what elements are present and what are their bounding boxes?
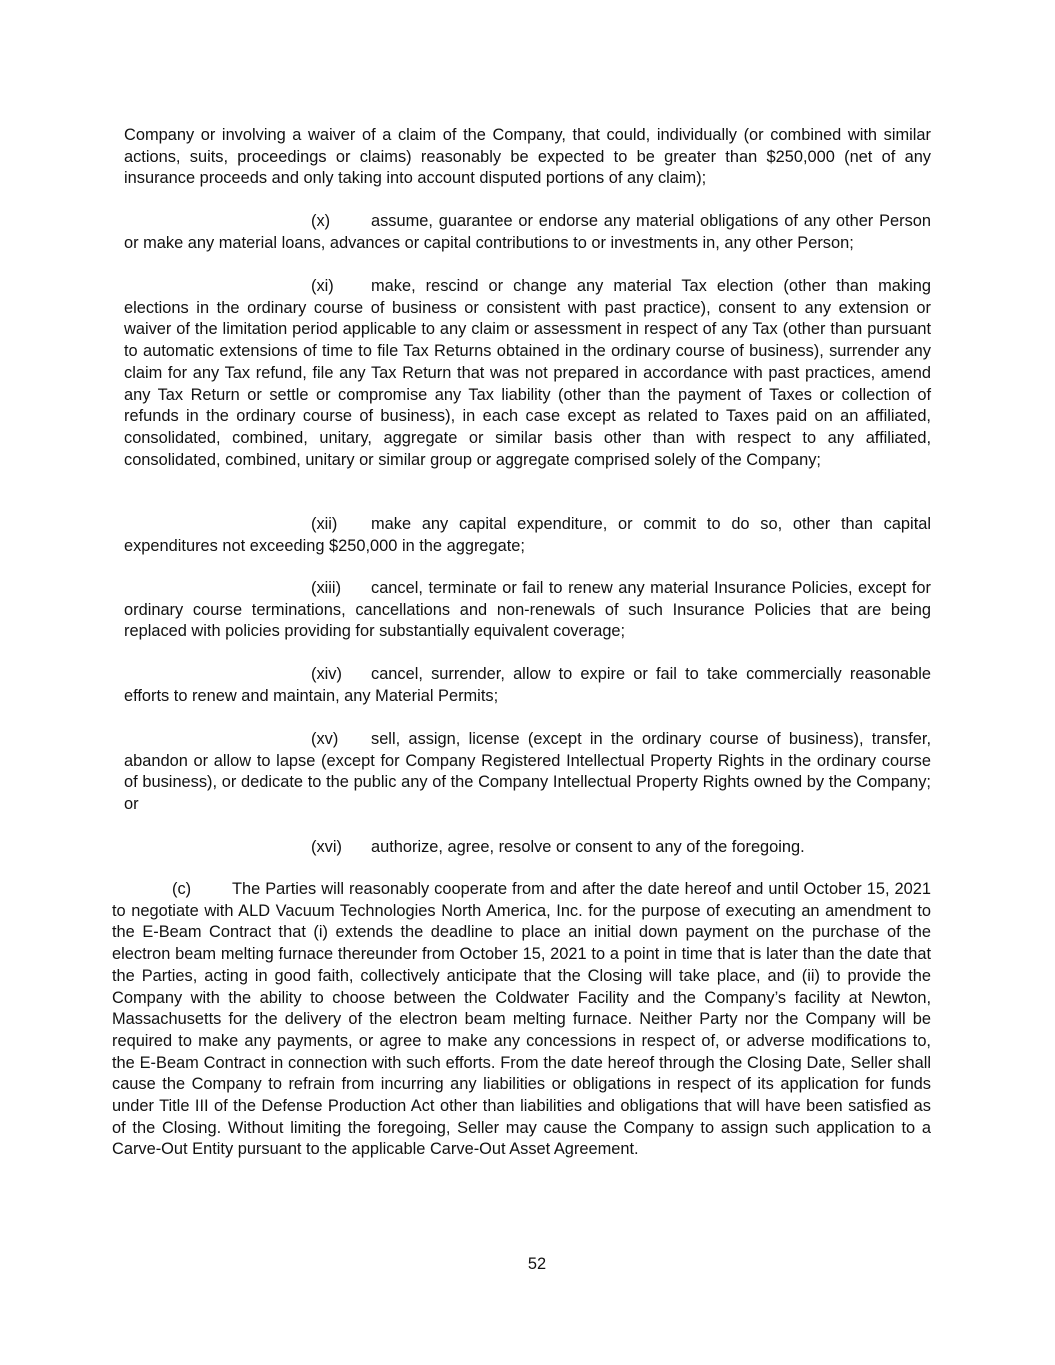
item-text: cancel, surrender, allow to expire or fail to take commercially reasonable efforts to renew and maintain, any Material Permits;: [124, 665, 931, 705]
list-item-x: [124, 211, 931, 254]
paragraph-text: The Parties will reasonably cooperate from and after the date hereof and until October 15, 2021 to negotiate with ALD Vacuum Technologies North America, Inc. for the purpose of executing an amendment to the E-Beam Contract that (i) extends the deadline to place an initial down payment on the purchase of the electron beam melting furnace thereunder from October 15, 2021 to a point in time that is later than the date that the Parties, acting in good faith, collectively anticipate that the Closing will take place, and (ii) to provide the Company with the ability to choose between the Coldwater Facility and the Company’s facility at Newton, Massachusetts for the delivery of the electron beam melting furnace. Neither Party nor the Company will be required to make any payments, or agree to make any concessions in respect of, or adverse modifications to, the E-Beam Contract in connection with such efforts. From the date hereof through the Closing Date, Seller shall cause the Company to refrain from incurring any liabilities or obligations in respect of its application for funds under Title III of the Defense Production Act other than liabilities and obligations that will have been satisfied as of the Closing. Without limiting the foregoing, Seller may cause the Company to assign such application to a Carve-Out Entity pursuant to the applicable Carve-Out Asset Agreement.: [112, 880, 931, 1159]
item-text: cancel, terminate or fail to renew any material Insurance Policies, except for ordinary course terminations, cancellations and non-renewals of such Insurance Policies that are being replaced with policies providing for substantially equivalent coverage;: [124, 579, 931, 641]
item-number: (x): [311, 212, 331, 230]
item-text: make any capital expenditure, or commit to do so, other than capital expenditures not exceeding $250,000 in the aggregate;: [124, 515, 931, 555]
item-number: (xv): [311, 730, 339, 748]
list-item-xii: [124, 514, 931, 557]
item-text: make, rescind or change any material Tax election (other than making elections in the ordinary course of business or consistent with past practice), consent to any extension or waiver of the limitation period applicable to any claim or assessment in respect of any Tax (other than pursuant to automatic extensions of time to file Tax Returns obtained in the ordinary course of business), surrender any claim for any Tax refund, file any Tax Return that was not prepared in accordance with past practices, amend any Tax Return or settle or compromise any Tax liability (other than the payment of Taxes or collection of refunds in the ordinary course of business), in each case except as related to Taxes paid on an affiliated, consolidated, combined, unitary, aggregate or similar basis other than with respect to any affiliated, consolidated, combined, unitary or similar group or aggregate comprised solely of the Company;: [124, 277, 931, 469]
item-number: (xvi): [311, 838, 342, 856]
item-number: (xiv): [311, 665, 342, 683]
item-number: (xii): [311, 515, 338, 533]
item-number: (xi): [311, 277, 334, 295]
list-item-xvi: [124, 837, 931, 859]
list-item-xv: [124, 729, 931, 816]
item-text: authorize, agree, resolve or consent to any of the foregoing.: [371, 838, 805, 856]
item-text: sell, assign, license (except in the ordinary course of business), transfer, abandon or allow to lapse (except for Company Registered Intellectual Property Rights in the ordinary course of business), or dedicate to the public any of the Company Intellectual Property Rights owned by the Company; or: [124, 730, 931, 814]
list-item-xiv: [124, 664, 931, 707]
paragraph-c: [112, 879, 931, 1161]
continued-paragraph: Company or involving a waiver of a claim of the Company, that could, individually (or combined with similar actions, suits, proceedings or claims) reasonably be expected to be greater than $250,000 (net of any insurance proceeds and only taking into account disputed portions of any claim);: [124, 126, 931, 188]
page-number: 52: [527, 1255, 547, 1273]
list-item-xi: [124, 276, 931, 471]
list-item-xiii: [124, 578, 931, 643]
item-number: (xiii): [311, 579, 342, 597]
item-text: assume, guarantee or endorse any material obligations of any other Person or make any material loans, advances or capital contributions to or investments in, any other Person;: [124, 212, 931, 252]
paragraph-number: (c): [172, 880, 192, 898]
